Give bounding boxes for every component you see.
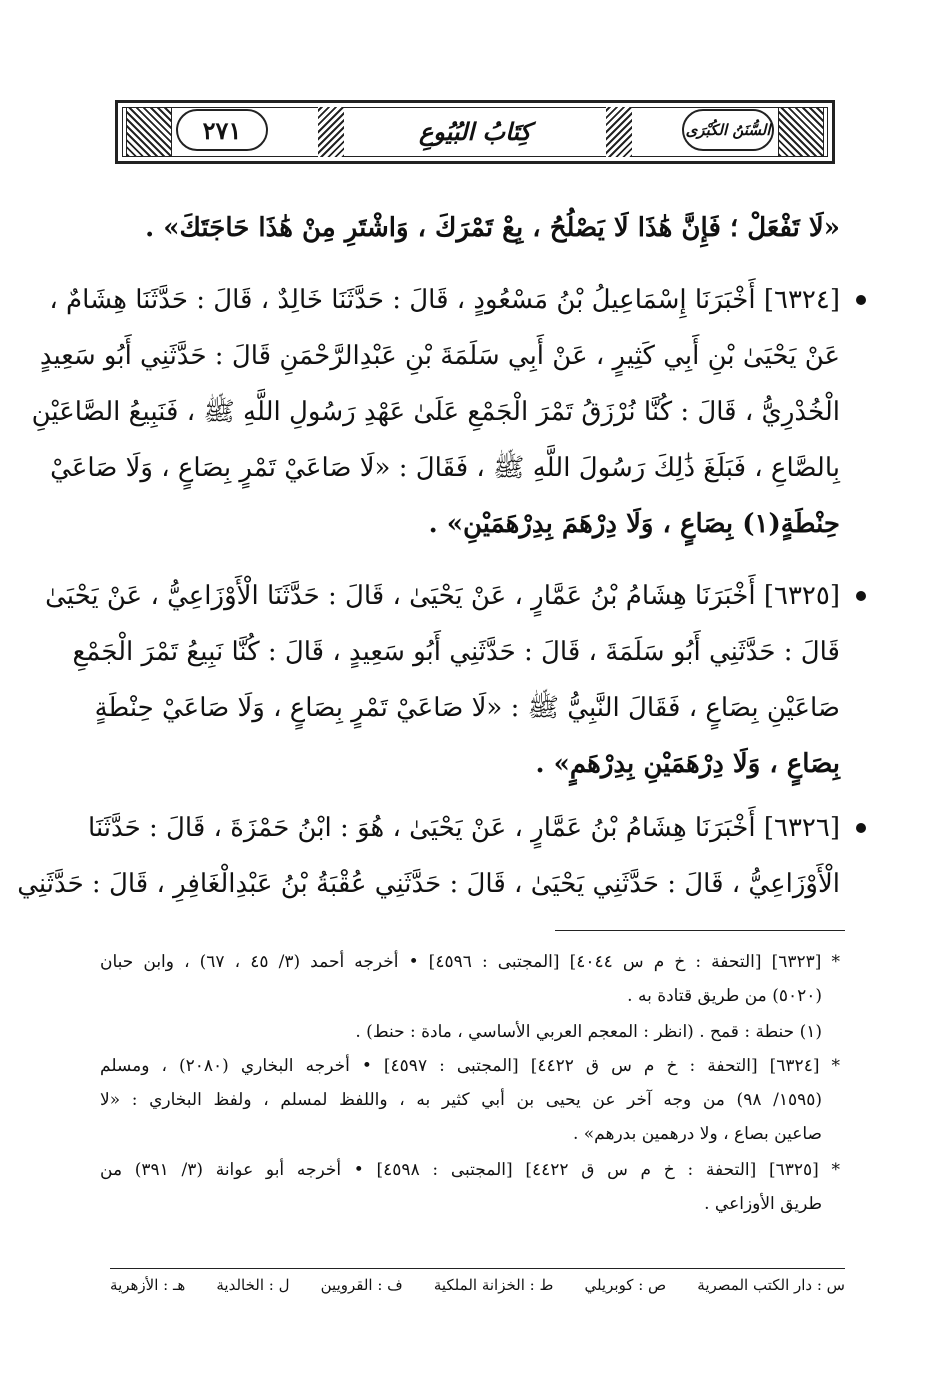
- footnote-line: (١٥٩٥/ ٩٨) من وجه آخر عن يحيى بن أبي كثير به ، واللفظ لمسلم ، ولفظ البخاري : «لا: [100, 1090, 822, 1110]
- text-line: [49, 272, 840, 328]
- legend-item: س : دار الكتب المصرية: [697, 1276, 845, 1294]
- bullet-icon: [856, 591, 866, 601]
- text-line: الْخُدْرِيُّ ، قَالَ : كُنَّا نُرْزَقُ تَمْرَ الْجَمْعِ عَلَىٰ عَهْدِ رَسُولِ اللَّهِ ﷺ ، فَنَبِيعُ الصَّاعَيْنِ: [31, 397, 840, 427]
- page-header: [115, 100, 835, 164]
- header-ornament-right-icon: [778, 107, 824, 157]
- legend-item: ص : كوبريلي: [584, 1276, 667, 1294]
- footnote-line: طريق الأوزاعي .: [704, 1194, 822, 1214]
- text-line: «لَا تَفْعَلْ ؛ فَإِنَّ هَٰذَا لَا يَصْلُحُ ، بِعْ تَمْرَكَ ، وَاشْتَرِ مِنْ هَٰذَا حَاجَتَكَ» .: [145, 213, 840, 243]
- text-line: [88, 800, 840, 856]
- chapter-title: كِتَابُ البُيُوعِ: [418, 116, 532, 146]
- footnote-line: (١) حنطة : قمح . (انظر : المعجم العربي الأساسي ، مادة : حنط) .: [355, 1022, 822, 1042]
- text-line: قَالَ : حَدَّثَنِي أَبُو سَلَمَةَ ، قَالَ : حَدَّثَنِي أَبُو سَعِيدٍ ، قَالَ : كُنَّا نَبِيعُ تَمْرَ الْجَمْعِ: [72, 637, 840, 667]
- text-line: [45, 568, 840, 624]
- page-number: ٢٧١: [202, 115, 242, 145]
- footnote-divider: [555, 930, 845, 931]
- legend-item: هـ : الأزهرية: [110, 1276, 186, 1294]
- hadith-6325-line: [٦٣٢٥] أَخْبَرَنَا هِشَامُ بْنُ عَمَّارٍ ، عَنْ يَحْيَىٰ ، قَالَ : حَدَّثَنَا الْأَوْزَاعِيُّ ، عَنْ يَحْيَىٰ: [45, 581, 840, 611]
- book-logo-badge: [682, 109, 774, 151]
- legend-item: ف : القرويين: [320, 1276, 403, 1294]
- footnote-line: (٥٠٢٠) من طريق قتادة به .: [627, 986, 822, 1006]
- header-ornament-inner-left-icon: [318, 107, 344, 157]
- footnote-line: صاعين بصاع ، ولا درهمين بدرهم» .: [572, 1124, 822, 1144]
- hadith-6326-line: [٦٣٢٦] أَخْبَرَنَا هِشَامُ بْنُ عَمَّارٍ ، عَنْ يَحْيَىٰ ، هُوَ : ابْنُ حَمْزَةَ ، قَالَ : حَدَّثَنَا: [88, 813, 840, 843]
- legend-divider: [110, 1268, 845, 1269]
- page-number-badge: [176, 109, 268, 151]
- header-ornament-inner-right-icon: [606, 107, 632, 157]
- footnote-line: * [٦٣٢٣] [التحفة : خ م س ٤٠٤٤] [المجتبى : ٤٥٩٦] • أخرجه أحمد (٣/ ٤٥ ، ٦٧) ، وابن حبان: [100, 952, 841, 972]
- text-line: بِالصَّاعِ ، فَبَلَغَ ذَٰلِكَ رَسُولَ اللَّهِ ﷺ ، فَقَالَ : «لَا صَاعَيْ تَمْرٍ بِصَاعٍ ، وَلَا صَاعَيْ: [50, 453, 840, 483]
- hadith-6324-line: [٦٣٢٤] أَخْبَرَنَا إِسْمَاعِيلُ بْنُ مَسْعُودٍ ، قَالَ : حَدَّثَنَا خَالِدٌ ، قَالَ : حَدَّثَنَا هِشَامٌ ،: [49, 285, 840, 315]
- header-ornament-left-icon: [126, 107, 172, 157]
- text-line: صَاعَيْنِ بِصَاعٍ ، فَقَالَ النَّبِيُّ ﷺ : «لَا صَاعَيْ تَمْرٍ بِصَاعٍ ، وَلَا صَاعَيْ حِنْطَةٍ: [94, 693, 840, 723]
- bullet-icon: [856, 295, 866, 305]
- text-line: الْأَوْزَاعِيُّ ، قَالَ : حَدَّثَنِي يَحْيَىٰ ، قَالَ : حَدَّثَنِي عُقْبَةُ بْنُ عَبْدِالْغَافِرِ ، قَالَ : حَدَّثَنِي: [17, 869, 840, 899]
- text-line: حِنْطَةٍ(١) بِصَاعٍ ، وَلَا دِرْهَمَ بِدِرْهَمَيْنِ» .: [428, 509, 840, 539]
- footnote-line: * [٦٣٢٤] [التحفة : خ م س ق ٤٤٢٢] [المجتبى : ٤٥٩٧] • أخرجه البخاري (٢٠٨٠) ، ومسلم: [100, 1056, 840, 1076]
- footnote-line: * [٦٣٢٥] [التحفة : خ م س ق ٤٤٢٢] [المجتبى : ٤٥٩٨] • أخرجه أبو عوانة (٣/ ٣٩١) من: [100, 1160, 840, 1180]
- bullet-icon: [856, 823, 866, 833]
- text-line: بِصَاعٍ ، وَلَا دِرْهَمَيْنِ بِدِرْهَمٍ» .: [535, 749, 840, 779]
- legend-item: ط : الخزانة الملكية: [433, 1276, 554, 1294]
- legend-item: ل : الخالدية: [216, 1276, 290, 1294]
- book-logo: السُّنَنُ الكُبْرَى: [685, 121, 771, 139]
- text-line: عَنْ يَحْيَىٰ بْنِ أَبِي كَثِيرٍ ، عَنْ أَبِي سَلَمَةَ بْنِ عَبْدِالرَّحْمَنِ قَالَ : حَدَّثَنِي أَبُو سَعِيدٍ: [39, 341, 840, 371]
- manuscript-legend: [110, 1276, 845, 1306]
